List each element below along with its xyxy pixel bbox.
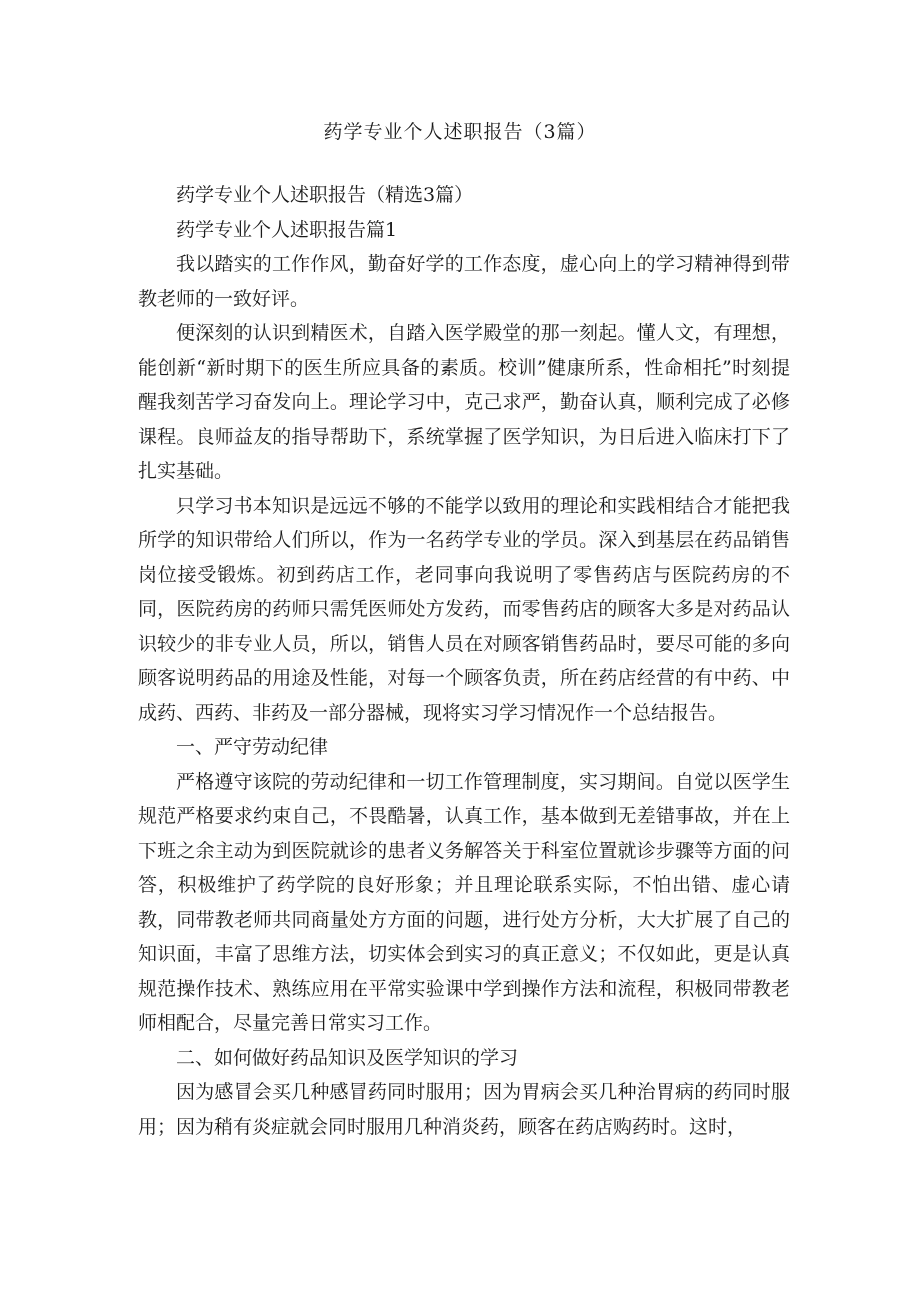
section-heading-part1: 药学专业个人述职报告篇1 [176,218,398,241]
section-heading-study: 二、如何做好药品知识及医学知识的学习 [176,1046,519,1069]
body-paragraph: 便深刻的认识到精医术，自踏入医学殿堂的那一刻起。懂人文，有理想，能创新“新时期下的医生所应具备的素质。校训”健康所系，性命相托”时刻提醒我刻苦学习奋发向上。理论学习中，克己求严，勤奋认真，顺利完成了必修课程。良师益友的指导帮助下，系统掌握了医学知识，为日后进入临床打下了扎实基础。 [138,322,790,482]
body-paragraph: 严格遵守该院的劳动纪律和一切工作管理制度，实习期间。自觉以医学生规范严格要求约束自己，不畏酷暑，认真工作，基本做到无差错事故，并在上下班之余主动为到医院就诊的患者义务解答关于科室位置就诊步骤等方面的问答，积极维护了药学院的良好形象；并且理论联系实际，不怕出错、虚心请教，同带教老师共同商量处方方面的问题，进行处方分析，大大扩展了自己的知识面，丰富了思维方法，切实体会到实习的真正意义；不仅如此，更是认真规范操作技术、熟练应用在平常实验课中学到操作方法和流程，积极同带教老师相配合，尽量完善日常实习工作。 [138,770,790,1034]
subtitle-paragraph: 药学专业个人述职报告（精选3篇） [176,184,474,206]
section-heading-discipline: 一、严守劳动纪律 [176,736,329,758]
body-paragraph: 因为感冒会买几种感冒药同时服用；因为胃病会买几种治胃病的药同时服用；因为稍有炎症就会同时服用几种消炎药，顾客在药店购药时。这时， [138,1081,790,1138]
body-paragraph: 我以踏实的工作作风，勤奋好学的工作态度，虚心向上的学习精神得到带教老师的一致好评。 [138,253,790,310]
body-paragraph: 只学习书本知识是远远不够的不能学以致用的理论和实践相结合才能把我所学的知识带给人们所以，作为一名药学专业的学员。深入到基层在药品销售岗位接受锻炼。初到药店工作，老同事向我说明了零售药店与医院药房的不同，医院药房的药师只需凭医师处方发药，而零售药店的顾客大多是对药品认识较少的非专业人员，所以，销售人员在对顾客销售药品时，要尽可能的多向顾客说明药品的用途及性能，对每一个顾客负责，所在药店经营的有中药、中成药、西药、非药及一部分器械，现将实习学习情况作一个总结报告。 [138,494,790,724]
document-body [138,178,790,1144]
document-title: 药学专业个人述职报告（3篇） [323,121,597,143]
